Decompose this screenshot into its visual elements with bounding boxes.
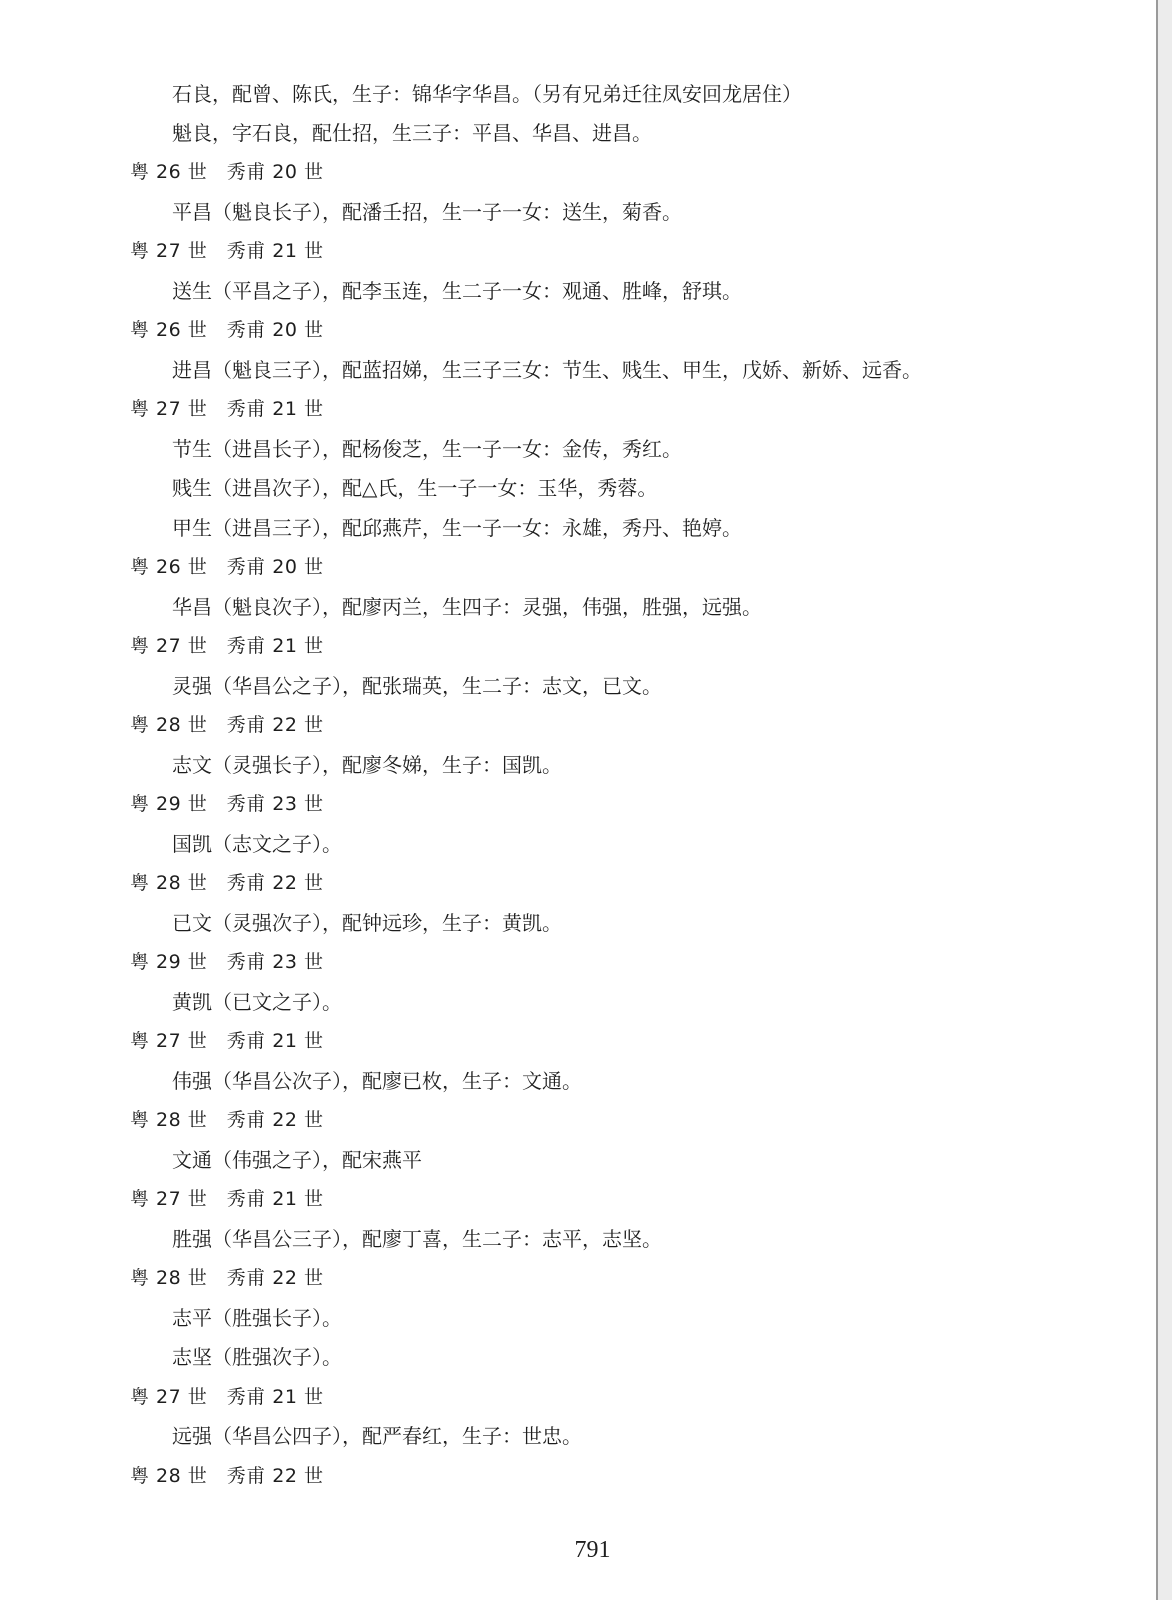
generation-heading: 粤 27 世 秀甫 21 世 — [130, 1188, 324, 1210]
entry-text: （华昌公之子），配张瑞英，生二子：志文，已文。 — [212, 674, 662, 698]
generation-heading: 粤 28 世 秀甫 22 世 — [130, 714, 324, 736]
entry-text: （胜强次子）。 — [212, 1345, 342, 1369]
generation-heading: 粤 27 世 秀甫 21 世 — [130, 1386, 324, 1408]
entry-text: （魁良次子），配廖丙兰，生四子：灵强，伟强，胜强，远强。 — [212, 595, 762, 619]
generation-heading: 粤 27 世 秀甫 21 世 — [130, 1030, 324, 1052]
entry-text: （胜强长子）。 — [212, 1306, 342, 1330]
entry-line — [172, 435, 682, 463]
entry-line — [172, 198, 682, 226]
entry-line — [172, 672, 662, 700]
entry-name: 石良 — [172, 82, 212, 106]
entry-text: （进昌长子），配杨俊芝，生一子一女：金传，秀红。 — [212, 437, 682, 461]
entry-name: 甲生 — [172, 516, 212, 540]
entry-name: 贱生 — [172, 476, 212, 500]
entry-name: 胜强 — [172, 1227, 212, 1251]
generation-heading: 粤 26 世 秀甫 20 世 — [130, 161, 324, 183]
entry-line — [172, 1067, 582, 1095]
page-number: 791 — [574, 1537, 611, 1563]
generation-heading: 粤 28 世 秀甫 22 世 — [130, 1465, 324, 1487]
generation-heading: 粤 28 世 秀甫 22 世 — [130, 872, 324, 894]
entry-name: 远强 — [172, 1424, 212, 1448]
entry-name: 国凯 — [172, 832, 212, 856]
generation-heading: 粤 27 世 秀甫 21 世 — [130, 398, 324, 420]
entry-text: （志文之子）。 — [212, 832, 342, 856]
entry-name: 黄凯 — [172, 990, 212, 1014]
entry-line — [172, 1304, 342, 1332]
entry-text: （伟强之子），配宋燕平 — [212, 1148, 422, 1172]
entry-text: （平昌之子），配李玉连，生二子一女：观通、胜峰，舒琪。 — [212, 279, 742, 303]
entry-text: （灵强次子），配钟远珍，生子：黄凯。 — [212, 911, 562, 935]
entry-line — [172, 119, 652, 147]
entry-text: （华昌公三子），配廖丁喜，生二子：志平，志坚。 — [212, 1227, 662, 1251]
entry-name: 伟强 — [172, 1069, 212, 1093]
entry-line — [172, 1343, 342, 1371]
entry-name: 华昌 — [172, 595, 212, 619]
entry-name: 魁良 — [172, 121, 212, 145]
entry-line — [172, 514, 742, 542]
entry-text: （灵强长子），配廖冬娣，生子：国凯。 — [212, 753, 562, 777]
entry-line — [172, 277, 742, 305]
entry-text: ，字石良，配仕招，生三子：平昌、华昌、进昌。 — [212, 121, 652, 145]
entry-text: （魁良三子），配蓝招娣，生三子三女：节生、贱生、甲生，戊娇、新娇、远香。 — [212, 358, 922, 382]
entry-name: 送生 — [172, 279, 212, 303]
entry-line — [172, 830, 342, 858]
entry-name: 灵强 — [172, 674, 212, 698]
entry-text: （华昌公四子），配严春红，生子：世忠。 — [212, 1424, 582, 1448]
entry-line — [172, 909, 562, 937]
generation-heading: 粤 28 世 秀甫 22 世 — [130, 1267, 324, 1289]
generation-heading: 粤 27 世 秀甫 21 世 — [130, 635, 324, 657]
entry-text: （进昌次子），配△氏，生一子一女：玉华，秀蓉。 — [212, 476, 658, 500]
entry-line — [172, 1422, 582, 1450]
entry-name: 平昌 — [172, 200, 212, 224]
entry-line — [172, 80, 802, 108]
entry-name: 节生 — [172, 437, 212, 461]
entry-text: （华昌公次子），配廖已枚，生子：文通。 — [212, 1069, 582, 1093]
generation-heading: 粤 26 世 秀甫 20 世 — [130, 319, 324, 341]
entry-name: 志文 — [172, 753, 212, 777]
entry-line — [172, 1225, 662, 1253]
entry-name: 志坚 — [172, 1345, 212, 1369]
entry-text: ，配曾、陈氏，生子：锦华字华昌。（另有兄弟迁往凤安回龙居住） — [212, 82, 802, 106]
entry-line — [172, 988, 342, 1016]
entry-name: 文通 — [172, 1148, 212, 1172]
entry-name: 已文 — [172, 911, 212, 935]
entry-line — [172, 1146, 422, 1174]
generation-heading: 粤 29 世 秀甫 23 世 — [130, 951, 324, 973]
page-edge-shadow — [1156, 0, 1172, 1600]
entry-line — [172, 356, 922, 384]
entry-name: 志平 — [172, 1306, 212, 1330]
generation-heading: 粤 26 世 秀甫 20 世 — [130, 556, 324, 578]
entry-name: 进昌 — [172, 358, 212, 382]
entry-line — [172, 593, 762, 621]
generation-heading: 粤 27 世 秀甫 21 世 — [130, 240, 324, 262]
generation-heading: 粤 28 世 秀甫 22 世 — [130, 1109, 324, 1131]
entry-line — [172, 751, 562, 779]
entry-text: （已文之子）。 — [212, 990, 342, 1014]
entry-text: （进昌三子），配邱燕芹，生一子一女：永雄，秀丹、艳婷。 — [212, 516, 742, 540]
generation-heading: 粤 29 世 秀甫 23 世 — [130, 793, 324, 815]
entry-text: （魁良长子），配潘壬招，生一子一女：送生，菊香。 — [212, 200, 682, 224]
entry-line — [172, 474, 657, 502]
